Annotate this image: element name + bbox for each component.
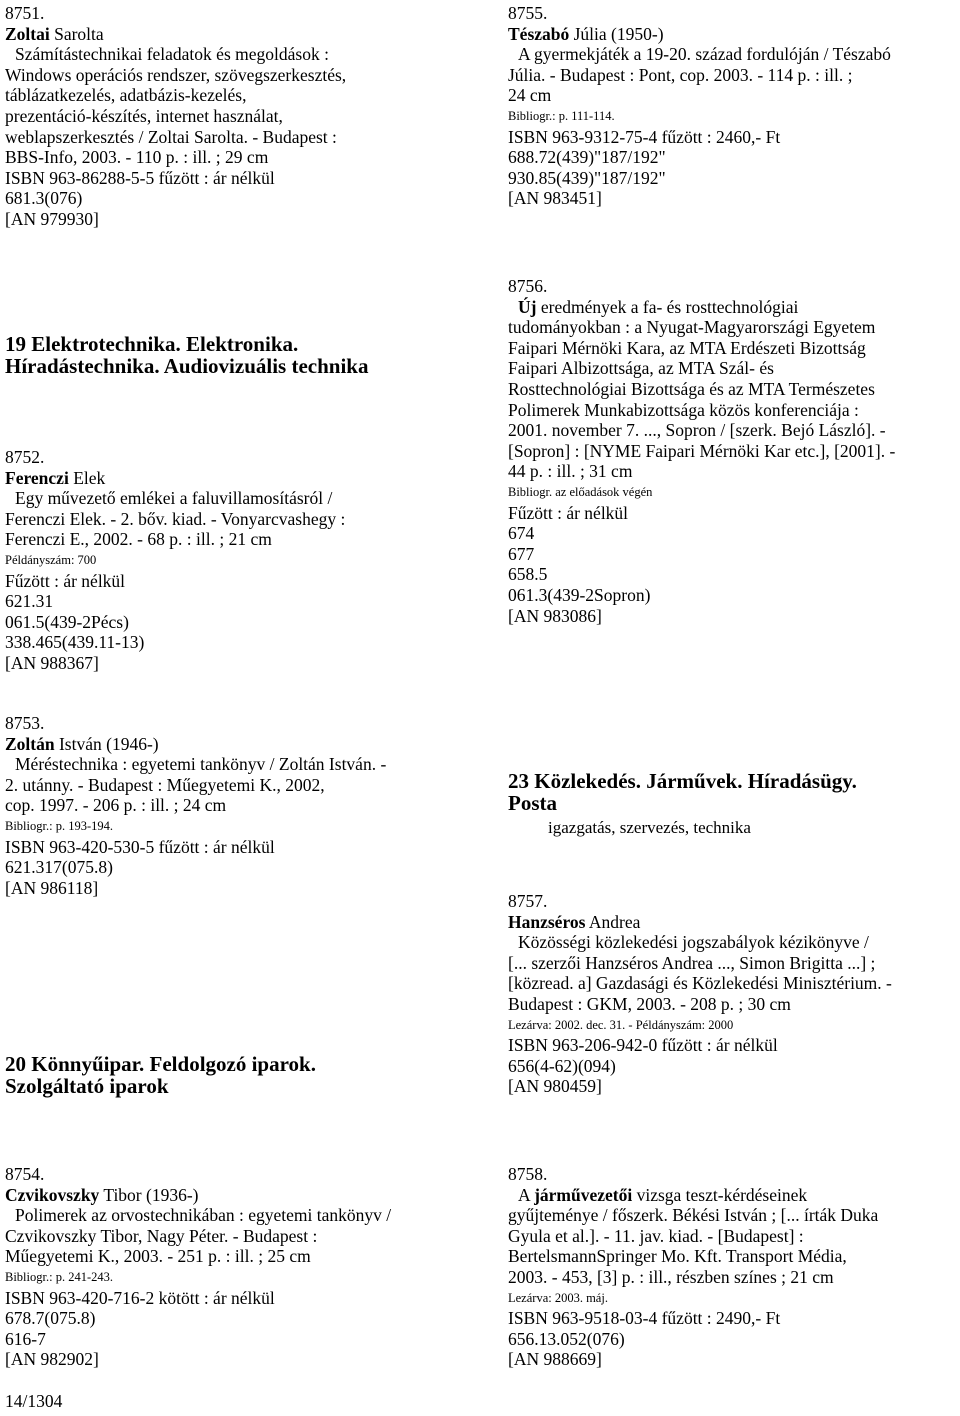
entry-8758: [508, 1164, 878, 1370]
entry-number: 8753.: [5, 713, 45, 733]
entry-line: Polimerek az orvostechnikában : egyetemi tankönyv /: [15, 1205, 392, 1226]
entry-author-surname: Zoltán: [5, 733, 55, 754]
section-title-line: Szolgáltató iparok: [5, 1074, 169, 1098]
section-heading-19: [5, 333, 368, 377]
entry-line: Windows operációs rendszer, szövegszerkesztés,: [5, 64, 347, 85]
entry-note: Bibliogr.: p. 111-114.: [508, 108, 615, 123]
entry-number: 8752.: [5, 447, 45, 467]
entry-line: 930.85(439)"187/192": [508, 167, 666, 188]
entry-note: Bibliogr. az előadások végén: [508, 484, 653, 499]
entry-author-surname: Zoltai: [5, 23, 50, 44]
entry-line: Közösségi közlekedési jogszabályok kézikönyve /: [518, 932, 869, 953]
entry-line: táblázatkezelés, adatbázis-kezelés,: [5, 85, 247, 106]
section-title-line: 20 Könnyűipar. Feldolgozó iparok.: [5, 1052, 316, 1076]
entry-line: Rosttechnológiai Bizottsága és az MTA Természetes: [508, 378, 875, 399]
section-heading-20: [5, 1053, 316, 1097]
entry-title-rest: vizsga teszt-kérdéseinek: [632, 1184, 808, 1205]
entry-line: A gyermekjáték a 19-20. század fordulóján / Tészabó: [518, 44, 891, 65]
entry-author-given: Andrea: [585, 911, 641, 932]
entry-number: 8754.: [5, 1164, 45, 1184]
entry-author-surname: Ferenczi: [5, 467, 69, 488]
entry-line: [AN 979930]: [5, 208, 99, 229]
entry-line: Czvikovszky Tibor, Nagy Péter. - Budapest :: [5, 1225, 318, 1246]
entry-line: Júlia. - Budapest : Pont, cop. 2003. - 114 p. : ill. ;: [508, 64, 853, 85]
entry-line: 656(4-62)(094): [508, 1055, 616, 1076]
entry-line: 681.3(076): [5, 188, 83, 209]
entry-line: 621.317(075.8): [5, 857, 113, 878]
entry-line: 2003. - 453, [3] p. : ill., részben színes ; 21 cm: [508, 1266, 834, 1287]
entry-number: 8755.: [508, 3, 548, 23]
entry-line: [AN 980459]: [508, 1076, 602, 1097]
entry-line: ISBN 963-420-530-5 fűzött : ár nélkül: [5, 836, 275, 857]
entry-note: Bibliogr.: p. 241-243.: [5, 1269, 113, 1284]
entry-line: Polimerek Munkabizottsága közös konferenciája :: [508, 399, 859, 420]
entry-line: tudományokban : a Nyugat-Magyarországi Egyetem: [508, 317, 876, 338]
entry-line: BertelsmannSpringer Mo. Kft. Transport Média,: [508, 1246, 847, 1267]
entry-line: 616-7: [5, 1328, 46, 1349]
entry-line: Fűzött : ár nélkül: [5, 570, 126, 591]
entry-line: Faipari Mérnöki Kara, az MTA Erdészeti Bizottság: [508, 337, 866, 358]
entry-note: Lezárva: 2002. dec. 31. - Példányszám: 2000: [508, 1017, 734, 1032]
entry-line: [AN 988367]: [5, 652, 99, 673]
entry-line: gyűjteménye / főszerk. Békési István ; [... írták Duka: [508, 1205, 879, 1226]
entry-line: 338.465(439.11-13): [5, 632, 145, 653]
entry-line: [AN 983086]: [508, 605, 602, 626]
entry-8754: [5, 1164, 391, 1370]
entry-line: Egy művezető emlékei a faluvillamosításról /: [15, 488, 333, 509]
entry-line: 656.13.052(076): [508, 1328, 625, 1349]
entry-line: [AN 986118]: [5, 877, 99, 898]
entry-line: [közread. a] Gazdasági és Közlekedési Minisztérium. -: [508, 973, 892, 994]
entry-note: Példányszám: 700: [5, 552, 97, 567]
entry-note: Bibliogr.: p. 193-194.: [5, 818, 113, 833]
entry-line: 677: [508, 543, 535, 564]
entry-line: Műegyetemi K., 2003. - 251 p. : ill. ; 25 cm: [5, 1246, 311, 1267]
entry-8756: [508, 276, 895, 626]
entry-line: 621.31: [5, 591, 54, 612]
entry-author-given: István (1946-): [54, 733, 159, 754]
entry-note: Lezárva: 2003. máj.: [508, 1290, 608, 1305]
entry-8752: [5, 447, 345, 674]
entry-author-given: Sarolta: [49, 23, 104, 44]
entry-8753: [5, 713, 386, 898]
entry-number: 8756.: [508, 276, 548, 296]
entry-line: Ferenczi E., 2002. - 68 p. : ill. ; 21 cm: [5, 529, 272, 550]
entry-author-given: Elek: [68, 467, 106, 488]
entry-title-rest: eredmények a fa- és rosttechnológiai: [536, 296, 799, 317]
entry-line: Fűzött : ár nélkül: [508, 502, 629, 523]
entry-line: 2. utánny. - Budapest : Műegyetemi K., 2002,: [5, 774, 325, 795]
entry-line: ISBN 963-206-942-0 fűzött : ár nélkül: [508, 1035, 778, 1056]
entry-line: Számítástechnikai feladatok és megoldások :: [15, 44, 329, 65]
entry-line: 061.3(439-2Sopron): [508, 584, 651, 605]
entry-author-given: Júlia (1950-): [569, 23, 664, 44]
entry-author-surname: Czvikovszky: [5, 1184, 100, 1205]
entry-number: 8758.: [508, 1164, 548, 1184]
entry-author-surname: Hanzséros: [508, 911, 586, 932]
entry-line: ISBN 963-9312-75-4 fűzött : 2460,- Ft: [508, 126, 781, 147]
entry-line: Budapest : GKM, 2003. - 208 p. ; 30 cm: [508, 993, 791, 1014]
entry-line: [AN 983451]: [508, 188, 602, 209]
section-subtitle: igazgatás, szervezés, technika: [548, 818, 751, 837]
entry-line: 678.7(075.8): [5, 1308, 96, 1329]
entry-author-given: Tibor (1936-): [99, 1184, 199, 1205]
entry-line: 2001. november 7. ..., Sopron / [szerk. Bejó László]. -: [508, 420, 886, 441]
section-heading-23: [508, 770, 857, 838]
entry-number: 8751.: [5, 3, 45, 23]
entry-author-surname: Tészabó: [508, 23, 570, 44]
entry-line: Méréstechnika : egyetemi tankönyv / Zoltán István. -: [15, 754, 387, 775]
entry-line: 688.72(439)"187/192": [508, 147, 666, 168]
entry-line: 44 p. : ill. ; 31 cm: [508, 461, 633, 482]
entry-title-keyword: járművezetői: [534, 1184, 633, 1205]
entry-line: 658.5: [508, 564, 548, 585]
entry-title-keyword: Új: [518, 296, 537, 317]
entry-line: [Sopron] : [NYME Faipari Mérnöki Kar etc.], [2001]. -: [508, 440, 896, 461]
page-number: [5, 1391, 62, 1412]
entry-number: 8757.: [508, 891, 548, 911]
entry-line: prezentáció-készítés, internet használat,: [5, 105, 283, 126]
entry-line: weblapszerkesztés / Zoltai Sarolta. - Budapest :: [5, 126, 337, 147]
entry-line: Gyula et al.]. - 11. jav. kiad. - [Budapest] :: [508, 1225, 804, 1246]
entry-line: 24 cm: [508, 85, 552, 106]
entry-line: 674: [508, 523, 535, 544]
entry-line: ISBN 963-420-716-2 kötött : ár nélkül: [5, 1287, 275, 1308]
entry-line: Faipari Albizottsága, az MTA Szál- és: [508, 358, 774, 379]
section-title-line: Posta: [508, 791, 557, 815]
section-title-line: 23 Közlekedés. Járművek. Híradásügy.: [508, 769, 857, 793]
entry-line: Ferenczi Elek. - 2. bőv. kiad. - Vonyarcvashegy :: [5, 508, 346, 529]
entry-line: [AN 988669]: [508, 1349, 602, 1370]
entry-line: [... szerzői Hanzséros Andrea ..., Simon Brigitta ...] ;: [508, 952, 876, 973]
entry-line: BBS-Info, 2003. - 110 p. : ill. ; 29 cm: [5, 147, 269, 168]
entry-line: ISBN 963-9518-03-4 fűzött : 2490,- Ft: [508, 1308, 781, 1329]
entry-line: ISBN 963-86288-5-5 fűzött : ár nélkül: [5, 167, 275, 188]
entry-8751: [5, 3, 346, 230]
entry-8757: [508, 891, 892, 1097]
page-number-text: 14/1304: [5, 1391, 63, 1411]
entry-line: [AN 982902]: [5, 1349, 99, 1370]
section-title-line: 19 Elektrotechnika. Elektronika.: [5, 332, 299, 356]
entry-8755: [508, 3, 891, 209]
entry-line: 061.5(439-2Pécs): [5, 611, 129, 632]
section-title-line: Híradástechnika. Audiovizuális technika: [5, 354, 369, 378]
entry-line: cop. 1997. - 206 p. : ill. ; 24 cm: [5, 795, 227, 816]
entry-title-article: A: [518, 1184, 535, 1205]
